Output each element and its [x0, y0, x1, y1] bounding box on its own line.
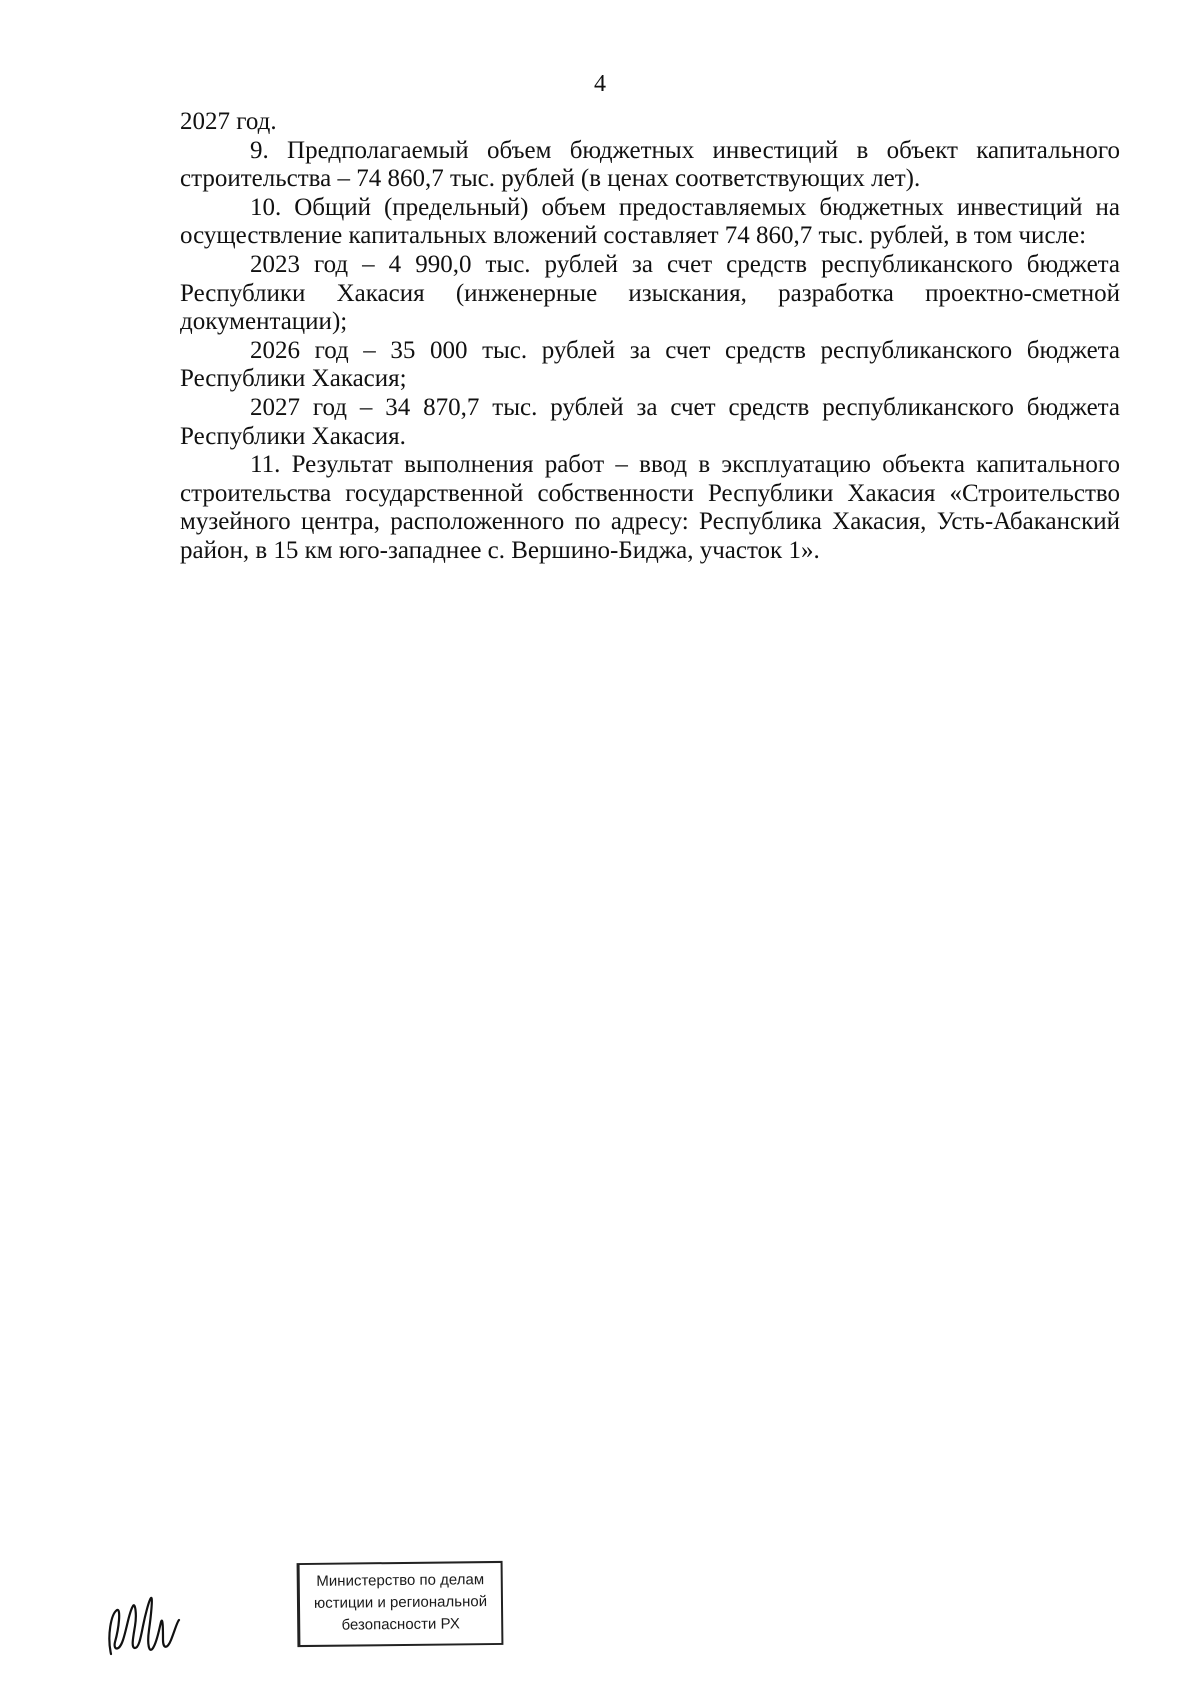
paragraph-year-2026: 2026 год – 35 000 тыс. рублей за счет средств республиканского бюджета Республики Хакасия;	[180, 336, 1120, 393]
page-number: 4	[594, 71, 606, 97]
paragraph-item-10: 10. Общий (предельный) объем предоставляемых бюджетных инвестиций на осуществление капитальных вложений составляет 74 860,7 тыс. рублей, в том числе:	[180, 193, 1120, 250]
paragraph-year-2027: 2027 год – 34 870,7 тыс. рублей за счет средств республиканского бюджета Республики Хакасия.	[180, 393, 1120, 450]
stamp-line-3: безопасности РХ	[341, 1615, 460, 1634]
paragraph-item-9: 9. Предполагаемый объем бюджетных инвестиций в объект капитального строительства – 74 860,7 тыс. рублей (в ценах соответствующих лет).	[180, 136, 1120, 193]
document-body	[180, 108, 1120, 566]
ministry-stamp	[297, 1561, 504, 1647]
paragraph-continuation: 2027 год.	[180, 108, 277, 135]
paragraph-year-2023: 2023 год – 4 990,0 тыс. рублей за счет средств республиканского бюджета Республики Хакасия (инженерные изыскания, разработка проектно-сметной документации);	[180, 250, 1120, 336]
stamp-line-1: Министерство по делам	[316, 1571, 485, 1590]
stamp-line-2: юстиции и региональной	[313, 1593, 488, 1612]
paragraph-item-11: 11. Результат выполнения работ – ввод в эксплуатацию объекта капитального строительства государственной собственности Республики Хакасия «Строительство музейного центра, расположенного по адресу: Республика Хакасия, Усть-Абаканский район, в 15 км юго-западнее с. Вершино-Биджа, участок 1».	[180, 451, 1120, 564]
handwritten-signature-icon	[105, 1592, 185, 1662]
